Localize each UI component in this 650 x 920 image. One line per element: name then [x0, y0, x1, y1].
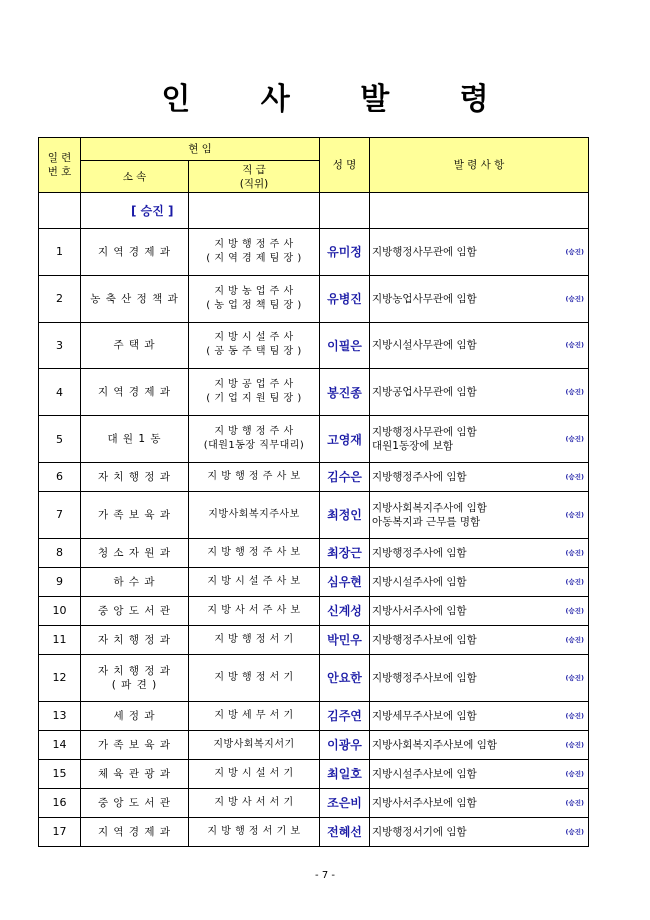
- employee-name: 박민우: [320, 625, 370, 654]
- department-cell: 중 앙 도 서 관: [81, 596, 189, 625]
- row-number: 14: [39, 730, 81, 759]
- department-cell: 하 수 과: [81, 567, 189, 596]
- employee-name: 이광우: [320, 730, 370, 759]
- order-cell: 지방사서주사보에 임함 (승진): [370, 788, 589, 817]
- employee-name: 전혜선: [320, 817, 370, 846]
- row-number: 8: [39, 538, 81, 567]
- department-cell: 중 앙 도 서 관: [81, 788, 189, 817]
- promotion-stamp: (승진): [565, 635, 584, 644]
- personnel-table: [38, 137, 589, 847]
- table-row: [39, 491, 589, 538]
- employee-name: 유미정: [320, 229, 370, 276]
- header-dept: 소 속: [81, 161, 189, 193]
- order-cell: 지방행정사무관에 임함 대원1동장에 보함 (승진): [370, 416, 589, 463]
- promotion-stamp: (승진): [565, 341, 584, 350]
- order-cell: 지방시설사무관에 임함 (승진): [370, 322, 589, 369]
- table-row: [39, 596, 589, 625]
- promotion-stamp: (승진): [565, 740, 584, 749]
- order-cell: 지방행정주사에 임함 (승진): [370, 538, 589, 567]
- employee-name: 최일호: [320, 759, 370, 788]
- grade-cell: 지 방 행 정 서 기 보: [189, 817, 320, 846]
- table-row: [39, 229, 589, 276]
- employee-name: 최장근: [320, 538, 370, 567]
- employee-name: 조은비: [320, 788, 370, 817]
- row-number: 11: [39, 625, 81, 654]
- department-cell: 지 역 경 제 과: [81, 817, 189, 846]
- department-cell: 체 육 관 광 과: [81, 759, 189, 788]
- row-number: 3: [39, 322, 81, 369]
- table-row: [39, 625, 589, 654]
- promotion-stamp: (승진): [565, 711, 584, 720]
- table-row: [39, 462, 589, 491]
- employee-name: 이필은: [320, 322, 370, 369]
- header-grade: 직 급 (직위): [189, 161, 320, 193]
- promotion-stamp: (승진): [565, 798, 584, 807]
- row-number: 16: [39, 788, 81, 817]
- department-cell: 지 역 경 제 과: [81, 369, 189, 416]
- department-cell: 자 치 행 정 과 ( 파 견 ): [81, 654, 189, 701]
- table-row: [39, 322, 589, 369]
- row-number: 9: [39, 567, 81, 596]
- promotion-stamp: (승진): [565, 247, 584, 256]
- table-row: [39, 538, 589, 567]
- row-number: 12: [39, 654, 81, 701]
- table-row: [39, 416, 589, 463]
- department-cell: 세 정 과: [81, 701, 189, 730]
- section-label: [ 승진 ]: [81, 193, 189, 229]
- table-row: [39, 567, 589, 596]
- row-number: 17: [39, 817, 81, 846]
- row-number: 2: [39, 275, 81, 322]
- row-number: 13: [39, 701, 81, 730]
- grade-cell: 지 방 시 설 주 사 보: [189, 567, 320, 596]
- order-cell: 지방행정주사보에 임함 (승진): [370, 654, 589, 701]
- employee-name: 김수은: [320, 462, 370, 491]
- grade-cell: 지 방 행 정 주 사 보: [189, 462, 320, 491]
- order-cell: 지방행정주사에 임함 (승진): [370, 462, 589, 491]
- header-order: 발 령 사 항: [370, 138, 589, 193]
- department-cell: 가 족 보 육 과: [81, 730, 189, 759]
- grade-cell: 지 방 행 정 주 사 보: [189, 538, 320, 567]
- grade-cell: 지 방 사 서 서 기: [189, 788, 320, 817]
- department-cell: 가 족 보 육 과: [81, 491, 189, 538]
- order-cell: 지방공업사무관에 임함 (승진): [370, 369, 589, 416]
- grade-cell: 지 방 세 무 서 기: [189, 701, 320, 730]
- row-number: 1: [39, 229, 81, 276]
- promotion-stamp: (승진): [565, 294, 584, 303]
- row-number: 7: [39, 491, 81, 538]
- order-cell: 지방사회복지주사에 임함 아동복지과 근무를 명함 (승진): [370, 491, 589, 538]
- order-cell: 지방시설주사보에 임함 (승진): [370, 759, 589, 788]
- promotion-stamp: (승진): [565, 673, 584, 682]
- grade-cell: 지 방 농 업 주 사 ( 농 업 정 책 팀 장 ): [189, 275, 320, 322]
- grade-cell: 지 방 시 설 서 기: [189, 759, 320, 788]
- order-cell: 지방사서주사에 임함 (승진): [370, 596, 589, 625]
- grade-cell: 지 방 공 업 주 사 ( 기 업 지 원 팀 장 ): [189, 369, 320, 416]
- employee-name: 봉진종: [320, 369, 370, 416]
- row-number: 4: [39, 369, 81, 416]
- grade-cell: 지 방 행 정 서 기: [189, 654, 320, 701]
- table-row: [39, 275, 589, 322]
- promotion-stamp: (승진): [565, 435, 584, 444]
- table-row: [39, 654, 589, 701]
- grade-cell: 지방사회복지서기: [189, 730, 320, 759]
- table-row: [39, 730, 589, 759]
- row-number: 10: [39, 596, 81, 625]
- department-cell: 청 소 자 원 과: [81, 538, 189, 567]
- employee-name: 안요한: [320, 654, 370, 701]
- grade-cell: 지 방 행 정 서 기: [189, 625, 320, 654]
- grade-cell: 지 방 시 설 주 사 ( 공 동 주 택 팀 장 ): [189, 322, 320, 369]
- table-row: [39, 701, 589, 730]
- employee-name: 신계성: [320, 596, 370, 625]
- promotion-stamp: (승진): [565, 769, 584, 778]
- department-cell: 지 역 경 제 과: [81, 229, 189, 276]
- promotion-stamp: (승진): [565, 388, 584, 397]
- order-cell: 지방사회복지주사보에 임함 (승진): [370, 730, 589, 759]
- row-number: 15: [39, 759, 81, 788]
- grade-cell: 지 방 행 정 주 사 (대원1동장 직무대리): [189, 416, 320, 463]
- table-row: [39, 369, 589, 416]
- header-name: 성 명: [320, 138, 370, 193]
- order-cell: 지방시설주사에 임함 (승진): [370, 567, 589, 596]
- grade-cell: 지 방 사 서 주 사 보: [189, 596, 320, 625]
- employee-name: 고영재: [320, 416, 370, 463]
- order-cell: 지방행정사무관에 임함 (승진): [370, 229, 589, 276]
- header-seq: 일 련 번 호: [39, 138, 81, 193]
- promotion-stamp: (승진): [565, 606, 584, 615]
- employee-name: 유병진: [320, 275, 370, 322]
- department-cell: 대 원 1 동: [81, 416, 189, 463]
- employee-name: 심우현: [320, 567, 370, 596]
- promotion-stamp: (승진): [565, 827, 584, 836]
- page-number: - 7 -: [315, 870, 335, 881]
- order-cell: 지방농업사무관에 임함 (승진): [370, 275, 589, 322]
- table-row: [39, 788, 589, 817]
- promotion-stamp: (승진): [565, 472, 584, 481]
- header-current: 현 임: [81, 138, 320, 161]
- section-row: [39, 193, 589, 229]
- grade-cell: 지 방 행 정 주 사 ( 지 역 경 제 팀 장 ): [189, 229, 320, 276]
- promotion-stamp: (승진): [565, 510, 584, 519]
- department-cell: 자 치 행 정 과: [81, 462, 189, 491]
- row-number: 6: [39, 462, 81, 491]
- promotion-stamp: (승진): [565, 548, 584, 557]
- department-cell: 자 치 행 정 과: [81, 625, 189, 654]
- grade-cell: 지방사회복지주사보: [189, 491, 320, 538]
- department-cell: 주 택 과: [81, 322, 189, 369]
- table-row: [39, 817, 589, 846]
- row-number: 5: [39, 416, 81, 463]
- order-cell: 지방세무주사보에 임함 (승진): [370, 701, 589, 730]
- department-cell: 농 축 산 정 책 과: [81, 275, 189, 322]
- order-cell: 지방행정서기에 임함 (승진): [370, 817, 589, 846]
- employee-name: 김주연: [320, 701, 370, 730]
- page-title: 인 사 발 령: [161, 82, 519, 117]
- order-cell: 지방행정주사보에 임함 (승진): [370, 625, 589, 654]
- table-row: [39, 759, 589, 788]
- promotion-stamp: (승진): [565, 577, 584, 586]
- employee-name: 최정인: [320, 491, 370, 538]
